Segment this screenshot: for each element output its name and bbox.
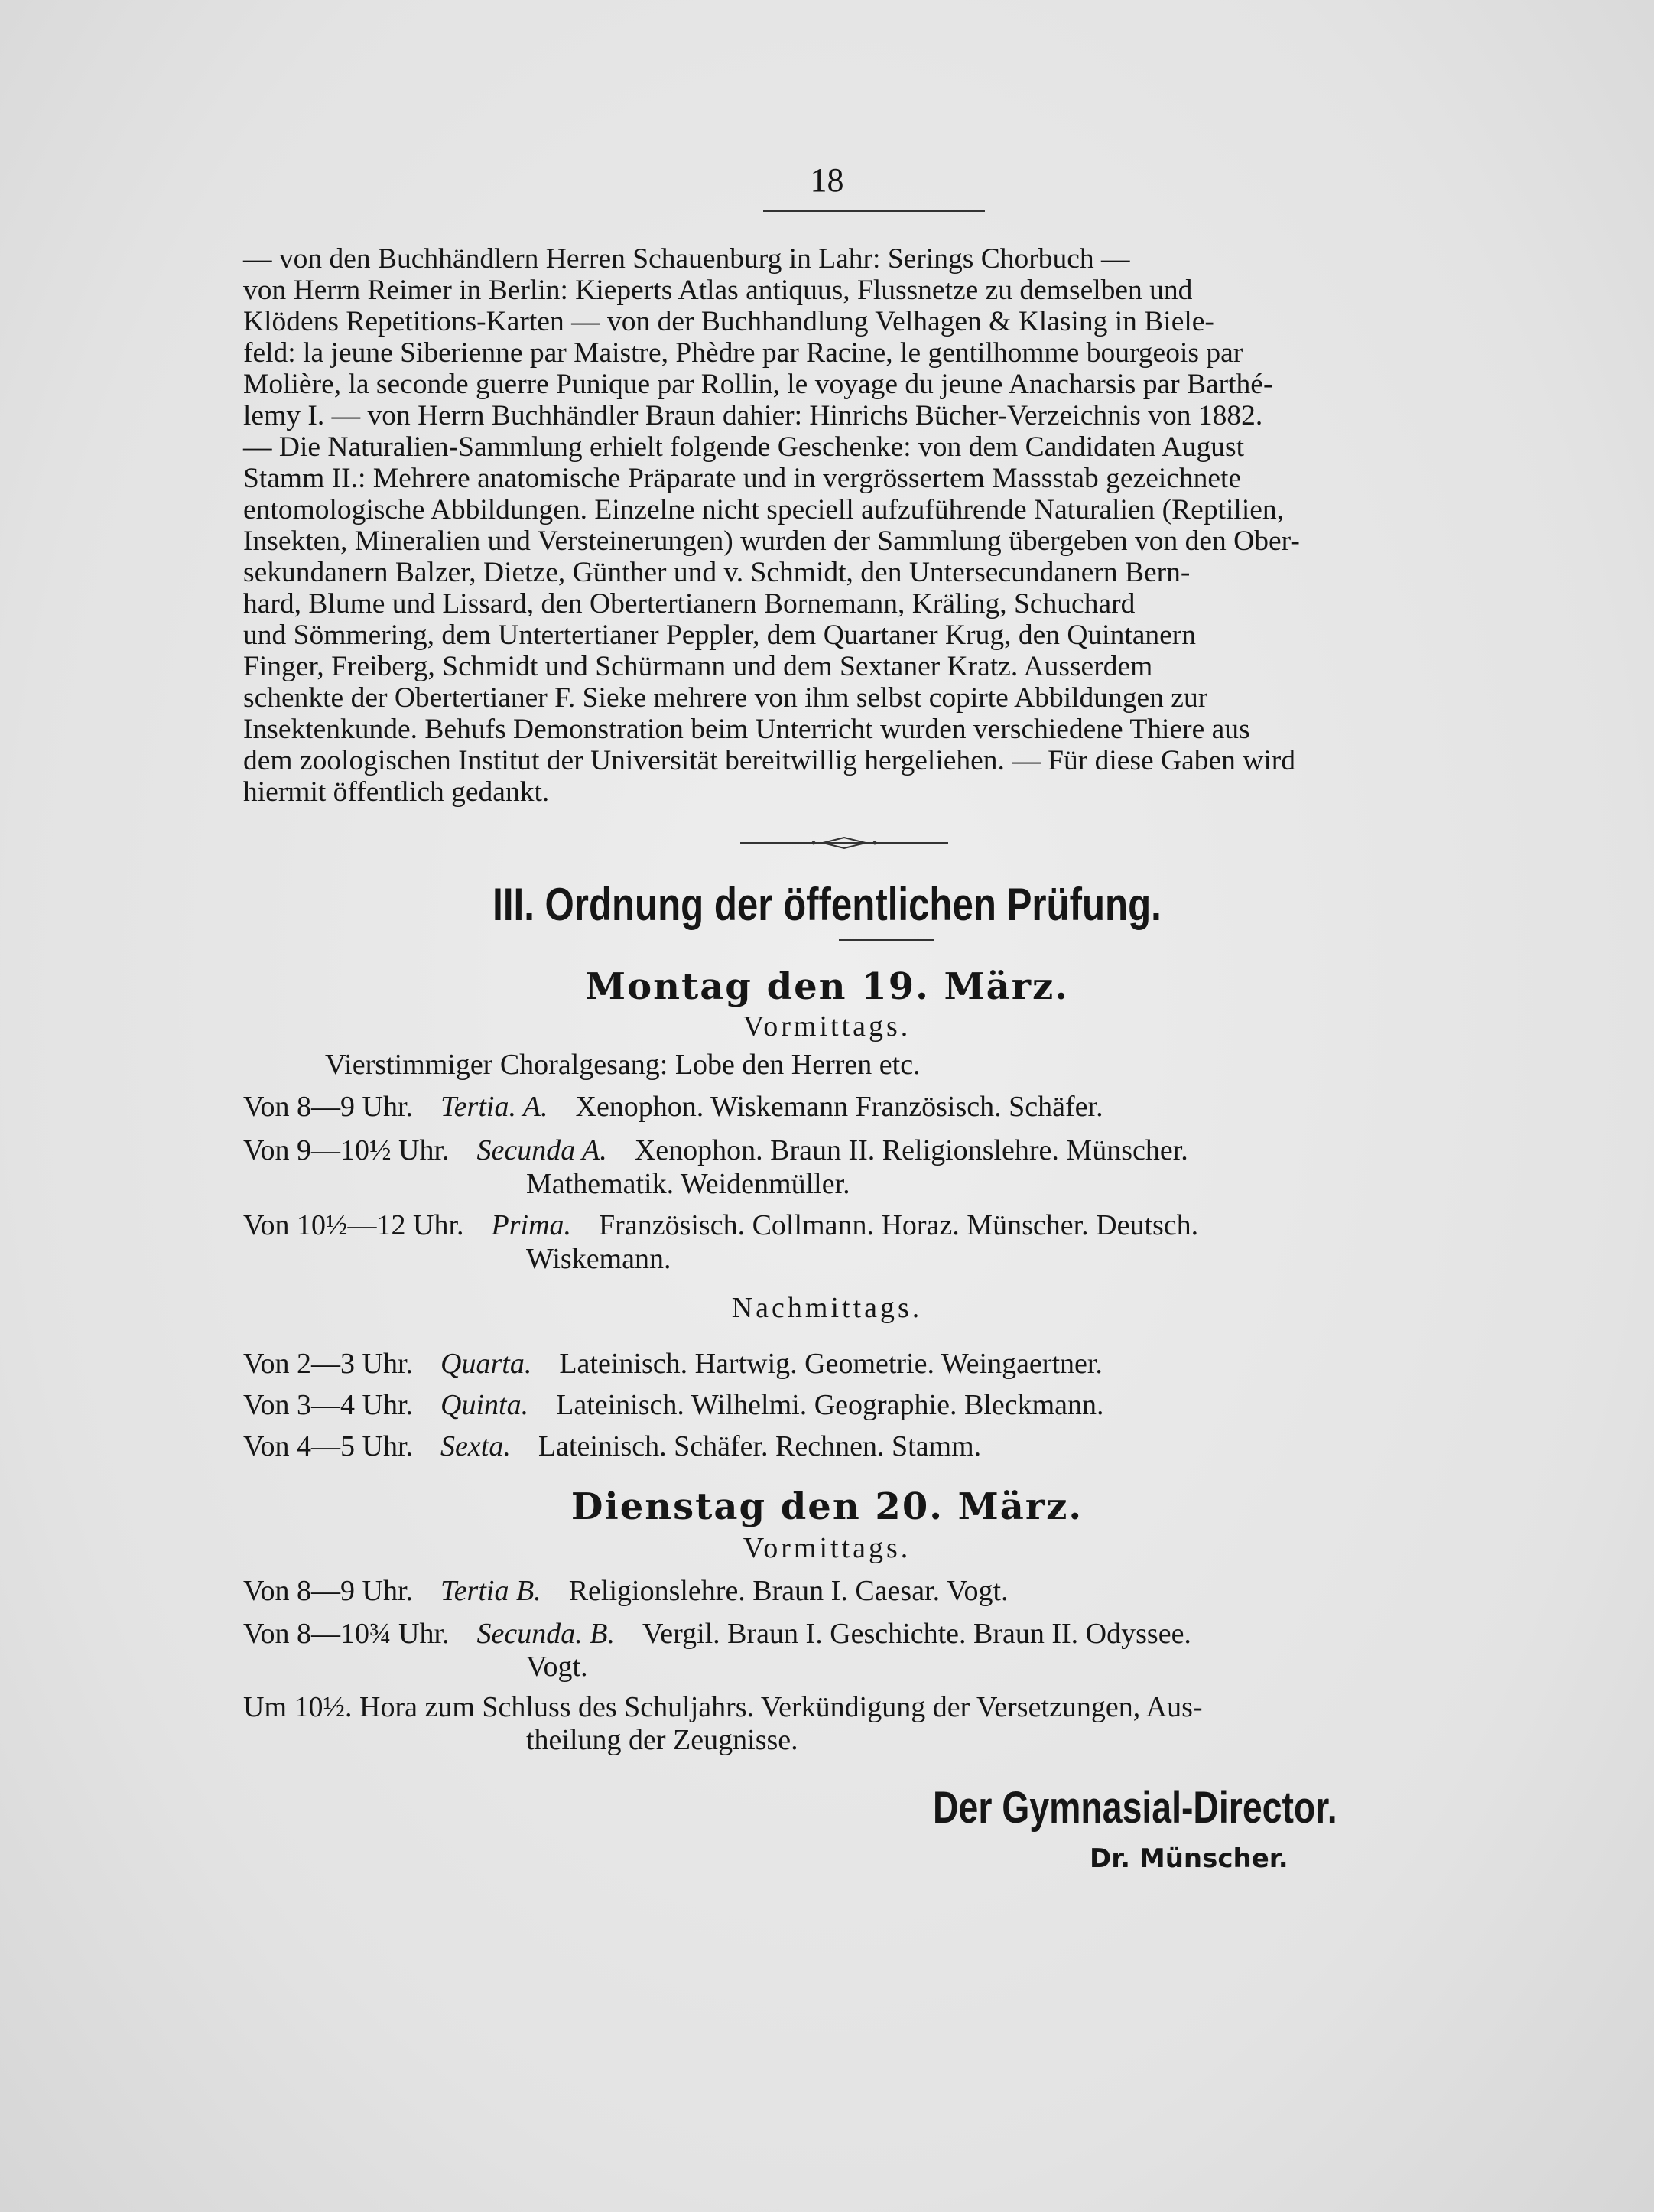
- body-line: Insektenkunde. Behufs Demonstration beim Unterricht wurden verschiedene Thiere aus: [243, 714, 1250, 745]
- page-number-rule: [763, 210, 985, 212]
- class-name: Secunda. B.: [476, 1618, 615, 1650]
- time-slot: Von 8—9 Uhr.: [243, 1575, 414, 1607]
- body-line: Finger, Freiberg, Schmidt und Schürmann und dem Sextaner Kratz. Ausserdem: [243, 651, 1153, 682]
- day-heading-tuesday: Dienstag den 20. März.: [570, 1485, 1084, 1528]
- class-name: Prima.: [491, 1209, 572, 1241]
- class-name: Tertia. A.: [440, 1091, 548, 1123]
- time-slot: Von 10½—12 Uhr.: [243, 1209, 464, 1241]
- body-line: schenkte der Obertertianer F. Sieke mehrere von ihm selbst copirte Abbildungen zur: [243, 682, 1208, 714]
- body-paragraph: [243, 243, 1516, 808]
- time-slot: Von 8—9 Uhr.: [243, 1091, 414, 1123]
- afternoon-label: Nachmittags.: [731, 1292, 923, 1324]
- body-line: — Die Naturalien-Sammlung erhielt folgende Geschenke: von dem Candidaten August: [243, 431, 1245, 463]
- subjects: Xenophon. Braun II. Religionslehre. Münscher.: [634, 1134, 1188, 1166]
- signature-name: Dr. Münscher.: [1090, 1843, 1288, 1874]
- day-heading-monday: Montag den 19. März.: [584, 965, 1069, 1008]
- schedule-row: [243, 1576, 1516, 1607]
- time-slot: Von 4—5 Uhr.: [243, 1430, 414, 1462]
- choral-line: Vierstimmiger Choralgesang: Lobe den Herren etc.: [325, 1049, 921, 1081]
- section-title-rule: [839, 939, 934, 941]
- schedule-row-continuation: Wiskemann.: [526, 1243, 671, 1275]
- subjects: Xenophon. Wiskemann Französisch. Schäfer.: [575, 1091, 1103, 1123]
- body-line: Molière, la seconde guerre Punique par Rollin, le voyage du jeune Anacharsis par Barthé-: [243, 369, 1273, 400]
- schedule-row: [243, 1431, 1516, 1462]
- subjects: Lateinisch. Wilhelmi. Geographie. Bleckmann.: [556, 1389, 1104, 1421]
- time-slot: Von 9—10½ Uhr.: [243, 1134, 450, 1166]
- signature-title: Der Gymnasial-Director.: [933, 1783, 1337, 1833]
- body-line: Stamm II.: Mehrere anatomische Präparate und in vergrössertem Massstab gezeichnete: [243, 463, 1242, 494]
- schedule-row: [243, 1348, 1516, 1380]
- body-line: — von den Buchhändlern Herren Schauenburg in Lahr: Serings Chorbuch —: [243, 243, 1130, 275]
- body-line: Insekten, Mineralien und Versteinerungen) wurden der Sammlung übergeben von den Ober-: [243, 525, 1300, 557]
- subjects: Religionslehre. Braun I. Caesar. Vogt.: [568, 1575, 1009, 1607]
- time-slot: Von 3—4 Uhr.: [243, 1389, 414, 1421]
- time-slot: Von 2—3 Uhr.: [243, 1348, 414, 1380]
- schedule-row: [243, 1135, 1516, 1166]
- class-name: Quinta.: [440, 1389, 529, 1421]
- body-line: dem zoologischen Institut der Universität bereitwillig hergeliehen. — Für diese Gaben wird: [243, 745, 1296, 776]
- closing-line: Um 10½. Hora zum Schluss des Schuljahrs. Verkündigung der Versetzungen, Aus-: [243, 1691, 1203, 1723]
- morning-label: Vormittags.: [743, 1010, 911, 1043]
- ornament-divider: [740, 834, 948, 852]
- body-line: entomologische Abbildungen. Einzelne nicht speciell aufzuführende Naturalien (Reptilien,: [243, 494, 1285, 525]
- class-name: Sexta.: [440, 1430, 511, 1462]
- time-slot: Von 8—10¾ Uhr.: [243, 1618, 450, 1650]
- subjects: Vergil. Braun I. Geschichte. Braun II. Odyssee.: [642, 1618, 1191, 1650]
- schedule-row: [243, 1210, 1516, 1241]
- schedule-row: [243, 1390, 1516, 1421]
- schedule-row: [243, 1091, 1516, 1123]
- subjects: Lateinisch. Hartwig. Geometrie. Weingaertner.: [559, 1348, 1103, 1380]
- body-line: hard, Blume und Lissard, den Obertertianern Bornemann, Kräling, Schuchard: [243, 588, 1136, 620]
- page-number: 18: [810, 161, 844, 199]
- subjects: Lateinisch. Schäfer. Rechnen. Stamm.: [538, 1430, 982, 1462]
- body-line: feld: la jeune Siberienne par Maistre, Phèdre par Racine, le gentilhomme bourgeois par: [243, 337, 1243, 369]
- subjects: Französisch. Collmann. Horaz. Münscher. Deutsch.: [599, 1209, 1199, 1241]
- body-line: hiermit öffentlich gedankt.: [243, 776, 550, 808]
- body-line: von Herrn Reimer in Berlin: Kieperts Atlas antiquus, Flussnetze zu demselben und: [243, 275, 1193, 306]
- class-name: Secunda A.: [476, 1134, 607, 1166]
- closing-line-continuation: theilung der Zeugnisse.: [526, 1724, 798, 1756]
- schedule-row-continuation: Vogt.: [526, 1651, 588, 1683]
- body-line: sekundanern Balzer, Dietze, Günther und v. Schmidt, den Untersecundanern Bern-: [243, 557, 1191, 588]
- body-line: und Sömmering, dem Untertertianer Peppler, dem Quartaner Krug, den Quintanern: [243, 620, 1197, 651]
- schedule-row: [243, 1618, 1516, 1650]
- schedule-row-continuation: Mathematik. Weidenmüller.: [526, 1168, 850, 1200]
- class-name: Quarta.: [440, 1348, 532, 1380]
- section-title: III. Ordnung der öffentlichen Prüfung.: [492, 879, 1162, 930]
- class-name: Tertia B.: [440, 1575, 541, 1607]
- body-line: lemy I. — von Herrn Buchhändler Braun dahier: Hinrichs Bücher-Verzeichnis von 1882.: [243, 400, 1263, 431]
- morning-label: Vormittags.: [743, 1532, 911, 1564]
- body-line: Klödens Repetitions-Karten — von der Buchhandlung Velhagen & Klasing in Biele-: [243, 306, 1214, 337]
